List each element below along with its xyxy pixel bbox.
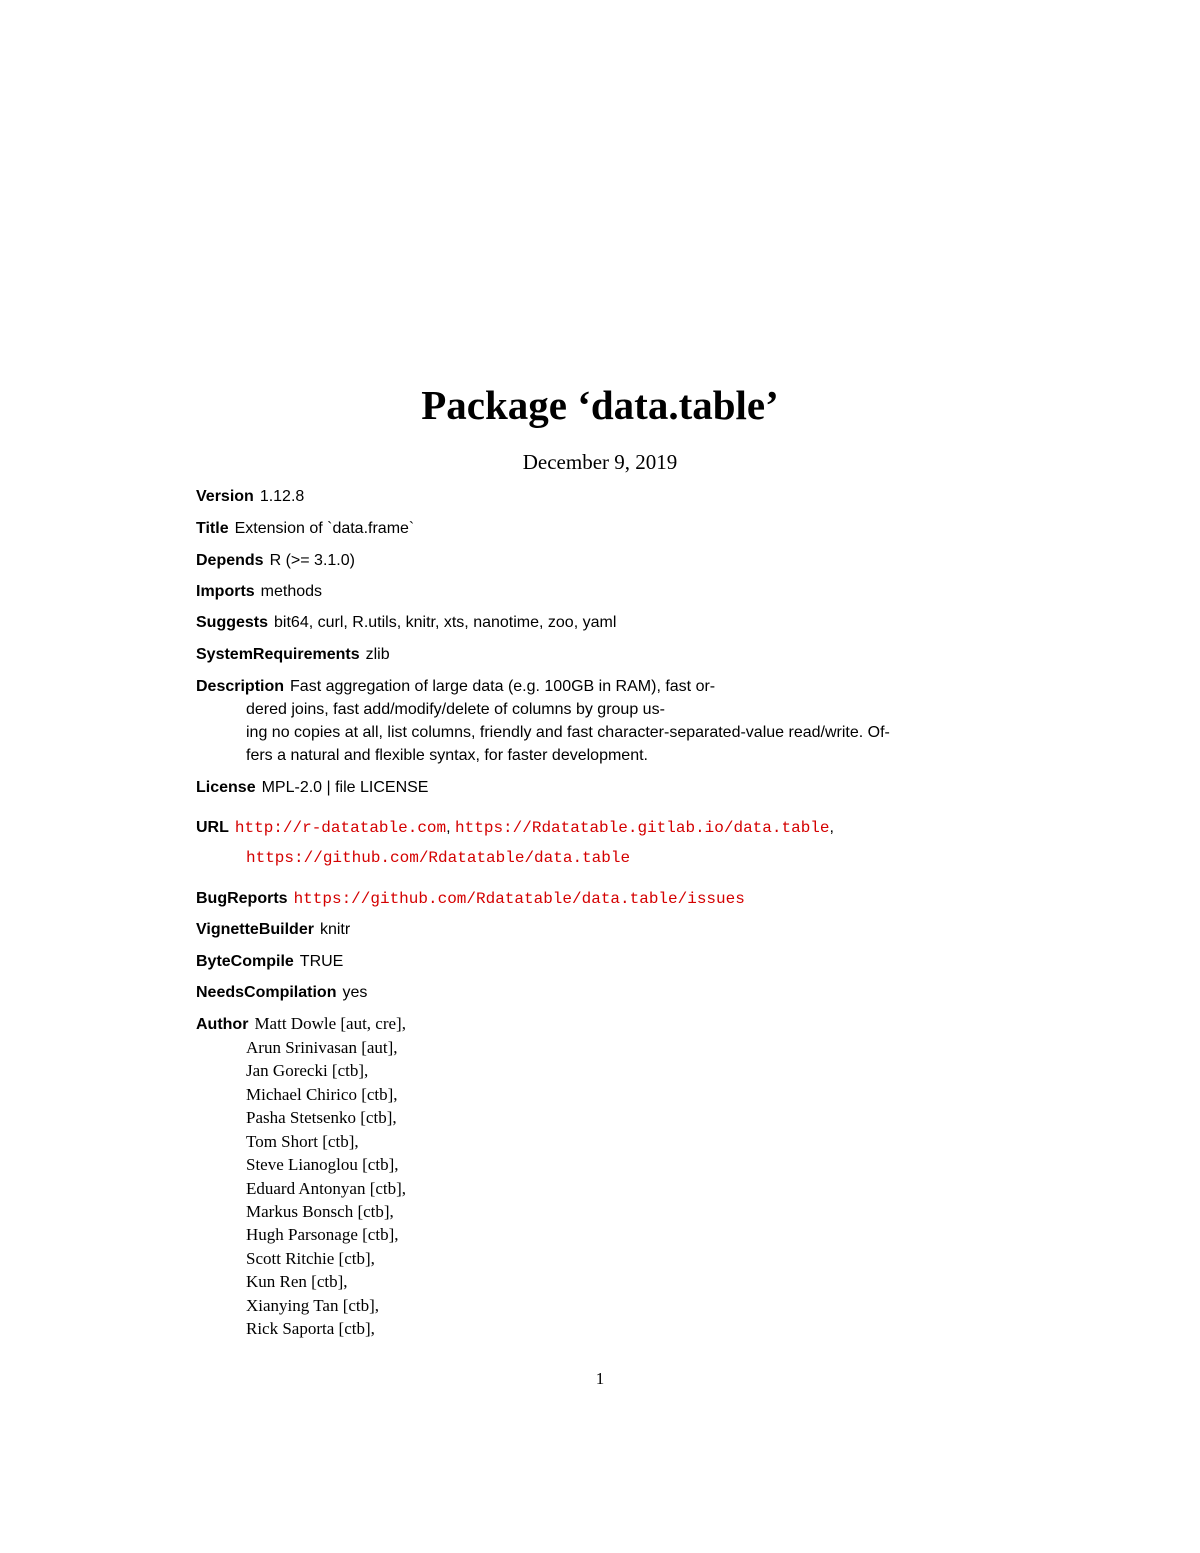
url-separator: , <box>446 819 451 836</box>
field-suggests <box>196 610 616 635</box>
author-line: Steve Lianoglou [ctb], <box>246 1155 399 1174</box>
url-link[interactable]: https://Rdatatable.gitlab.io/data.table <box>455 819 830 837</box>
author-line: Eduard Antonyan [ctb], <box>246 1179 407 1198</box>
field-key: BugReports <box>196 890 288 907</box>
description-line: dered joins, fast add/modify/delete of columns by group us- <box>246 701 665 718</box>
field-value: zlib <box>365 646 390 663</box>
field-bug-reports <box>196 886 745 911</box>
url-link[interactable]: https://github.com/Rdatatable/data.table <box>246 849 631 867</box>
field-depends <box>196 548 355 573</box>
url-separator: , <box>829 819 834 836</box>
author-line: Arun Srinivasan [aut], <box>246 1038 398 1057</box>
field-description <box>196 674 715 699</box>
field-key: SystemRequirements <box>196 646 360 663</box>
author-line: Jan Gorecki [ctb], <box>246 1061 369 1080</box>
bug-reports-link[interactable]: https://github.com/Rdatatable/data.table/issues <box>293 890 745 908</box>
url-list <box>235 819 834 836</box>
description-line: fers a natural and flexible syntax, for faster development. <box>246 747 648 764</box>
field-value: Fast aggregation of large data (e.g. 100GB in RAM), fast or- <box>290 678 716 695</box>
field-value: knitr <box>319 921 351 938</box>
field-key: Version <box>196 488 254 505</box>
field-byte-compile <box>196 949 343 974</box>
field-key: VignetteBuilder <box>196 921 314 938</box>
field-value: MPL-2.0 | file LICENSE <box>261 779 429 796</box>
author-line: Tom Short [ctb], <box>246 1132 359 1151</box>
field-value: bit64, curl, R.utils, knitr, xts, nanotime, zoo, yaml <box>274 614 617 631</box>
field-author <box>196 1012 406 1037</box>
author-line: Matt Dowle [aut, cre], <box>254 1014 406 1033</box>
field-url <box>196 815 834 840</box>
page-title: Package ‘data.table’ <box>421 382 779 428</box>
author-line: Rick Saporta [ctb], <box>246 1319 375 1338</box>
field-key: Description <box>196 678 285 695</box>
field-value: R (>= 3.1.0) <box>269 552 355 569</box>
field-key: Suggests <box>196 614 269 631</box>
description-line: ing no copies at all, list columns, friendly and fast character-separated-value read/write. Of- <box>246 724 890 741</box>
field-key: License <box>196 779 256 796</box>
field-value: methods <box>260 583 323 600</box>
author-line: Xianying Tan [ctb], <box>246 1296 380 1315</box>
field-version <box>196 484 304 509</box>
field-imports <box>196 579 322 604</box>
field-key: URL <box>196 819 229 836</box>
field-value: 1.12.8 <box>259 488 305 505</box>
field-vignette-builder <box>196 917 350 942</box>
field-key: ByteCompile <box>196 953 294 970</box>
field-key: Author <box>196 1016 249 1033</box>
field-title <box>196 516 414 541</box>
field-system-requirements <box>196 642 390 667</box>
field-license <box>196 775 428 800</box>
author-line: Hugh Parsonage [ctb], <box>246 1225 399 1244</box>
url-continuation <box>246 846 630 870</box>
field-value: Extension of `data.frame` <box>234 520 415 537</box>
author-line: Pasha Stetsenko [ctb], <box>246 1108 397 1127</box>
field-needs-compilation <box>196 980 367 1005</box>
field-key: Depends <box>196 552 264 569</box>
field-key: NeedsCompilation <box>196 984 337 1001</box>
field-value: TRUE <box>299 953 344 970</box>
author-line: Markus Bonsch [ctb], <box>246 1202 394 1221</box>
url-link[interactable]: http://r-datatable.com <box>234 819 447 837</box>
author-line: Michael Chirico [ctb], <box>246 1085 398 1104</box>
author-line: Kun Ren [ctb], <box>246 1272 348 1291</box>
page-number: 1 <box>595 1369 605 1388</box>
author-line: Scott Ritchie [ctb], <box>246 1249 375 1268</box>
field-key: Imports <box>196 583 255 600</box>
page-date: December 9, 2019 <box>522 450 678 474</box>
field-key: Title <box>196 520 229 537</box>
field-value: yes <box>342 984 368 1001</box>
